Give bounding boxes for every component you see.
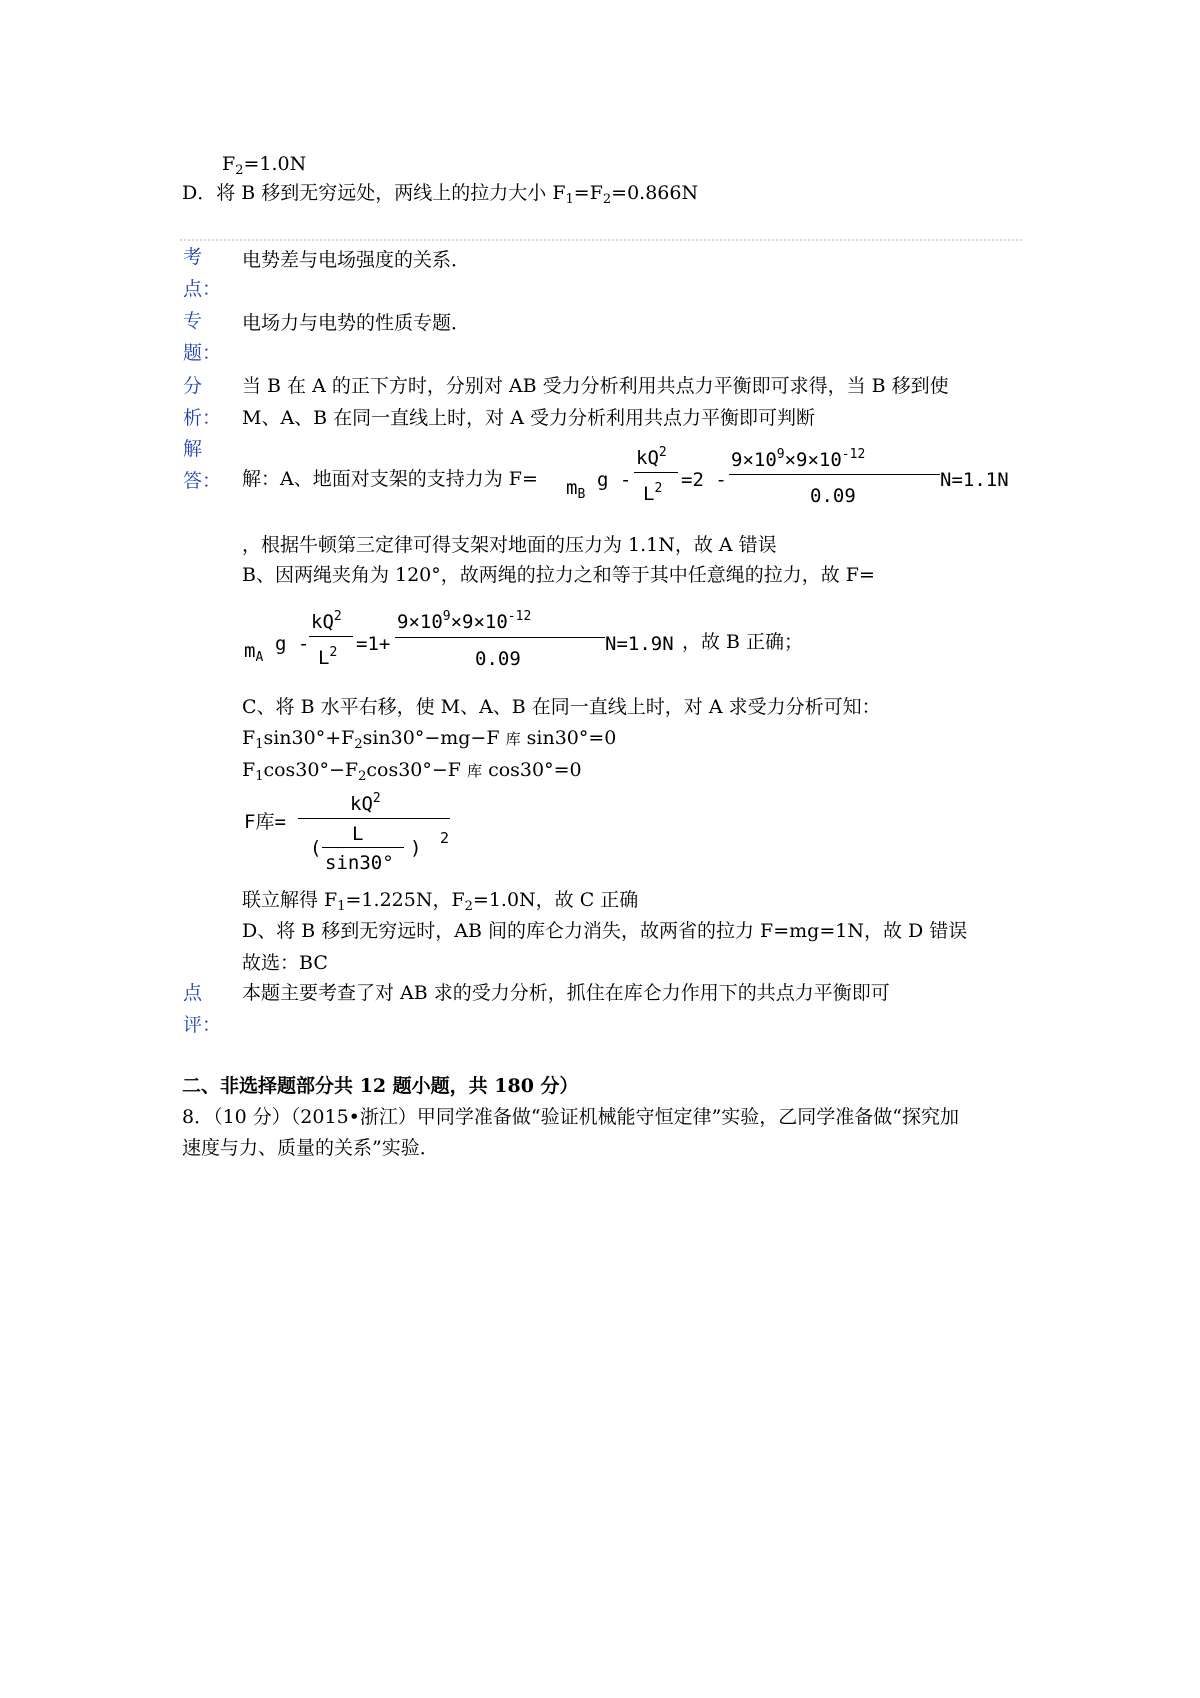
jieda-c-eq2: $F_1\cos 30^\circ-F_2\cos 30^\circ-F$ 库 cos30°=0 [242, 759, 582, 784]
eq-b-m-sub: A [255, 650, 264, 665]
eq-b-eq: =1+ [356, 633, 391, 655]
eq-a-frac-bar-2 [729, 474, 940, 475]
jieda-c-line1: C、将 B 水平右移，使 M、A、B 在同一直线上时，对 A 求受力分析可知： [242, 696, 881, 718]
divider [180, 239, 1022, 241]
eq-a-mass [566, 476, 585, 500]
eq-a-kq-text: kQ [636, 447, 659, 469]
label-dianping-1: 点 [183, 982, 203, 1004]
eq-a-l-exp: 2 [654, 481, 663, 496]
eq-a-num2-b: ×9×10 [784, 449, 842, 471]
eq-b-kq [311, 610, 342, 634]
eq-a-eq: =2 - [681, 469, 727, 491]
eq-c-inner-num: L [352, 823, 364, 845]
eq-b-frac-bar-1 [309, 636, 353, 637]
eq-b-result: N=1.9N [605, 633, 674, 655]
q8-line2: 速度与力、质量的关系”实验． [182, 1137, 439, 1159]
label-jieda-1: 解 [183, 438, 203, 460]
eq-a-kq [636, 446, 667, 470]
eq-b-den2: 0.09 [475, 648, 521, 670]
eq-b-frac-bar-2 [395, 637, 605, 638]
eq-a-num2-a: 9×10 [731, 449, 777, 471]
kaodian-text: 电势差与电场强度的关系． [242, 249, 471, 271]
eq-b-mass [244, 639, 263, 663]
eq-b-m: m [244, 640, 256, 662]
eq-a-num2-exp9: 9 [776, 447, 785, 462]
eq-b-l-exp: 2 [329, 645, 338, 660]
zhuanti-text: 电场力与电势的性质专题． [242, 312, 471, 334]
dianping-text: 本题主要考查了对 AB 求的受力分析，抓住在库仑力作用下的共点力平衡即可 [242, 982, 890, 1004]
label-kaodian-1: 考 [183, 246, 203, 268]
jieda-c-result: 联立解得 $F_1=1.225N$，$F_2=1.0N$，故 C 正确 [242, 889, 639, 914]
eq-a-kq-exp: 2 [658, 445, 667, 460]
eq-a-l2 [643, 482, 662, 506]
eq-c-frac-bar-outer [298, 818, 450, 819]
label-fenxi-2: 析： [183, 407, 222, 429]
eq-a-num2-exp12: -12 [841, 447, 866, 462]
eq-c-fku: F库= [244, 811, 286, 833]
section2-heading: 二、非选择题部分共 12 题小题，共 180 分） [182, 1075, 579, 1097]
eq-a-result: N=1.1N [940, 469, 1009, 491]
eq-c-paren-open: ( [310, 837, 322, 859]
q8-line1: 8．（10 分）（2015•浙江）甲同学准备做“验证机械能守恒定律”实验，乙同学准备做“探究加 [182, 1106, 960, 1128]
label-zhuanti-2: 题： [183, 342, 222, 364]
eq-b-num2-exp9: 9 [442, 609, 451, 624]
jieda-b-line1: B、因两绳夹角为 120°，故两绳的拉力之和等于其中任意绳的拉力，故 F= [242, 564, 875, 586]
jieda-c-eq1: $F_1\sin 30^\circ+F_2\sin 30^\circ-mg-F$ 库 sin30°=0 [242, 727, 617, 752]
label-zhuanti-1: 专 [183, 310, 203, 332]
eq-c-kq-text: kQ [350, 793, 373, 815]
label-fenxi-1: 分 [183, 375, 203, 397]
label-jieda-2: 答： [183, 470, 222, 492]
eq-c-frac-bar-inner [322, 847, 404, 848]
eq-a-l-text: L [643, 483, 655, 505]
eq-a-den2: 0.09 [810, 485, 856, 507]
eq-a-m-sub: B [577, 487, 586, 502]
fenxi-line2: M、A、B 在同一直线上时，对 A 受力分析利用共点力平衡即可判断 [242, 407, 815, 429]
jieda-a-conclusion: ，根据牛顿第三定律可得支架对地面的压力为 1.1N，故 A 错误 [242, 534, 777, 556]
jieda-d-line: D、将 B 移到无穷远时，AB 间的库仑力消失，故两省的拉力 F=mg=1N，故 D 错误 [242, 920, 968, 942]
eq-a-frac-bar-1 [634, 472, 678, 473]
eq-c-paren-close: ) [410, 837, 422, 859]
label-dianping-2: 评： [183, 1014, 222, 1036]
eq-a-num2 [731, 448, 865, 472]
eq-c-kq [350, 792, 381, 816]
eq-b-kq-exp: 2 [333, 609, 342, 624]
option-d: D．将 B 移到无穷远处，两线上的拉力大小 $F_1=F_2=0.866N$ [182, 182, 699, 207]
label-kaodian-2: 点： [183, 278, 222, 300]
option-c-tail: $F_2=1.0N$ [222, 153, 307, 178]
eq-c-outer-exp: 2 [440, 829, 450, 847]
eq-b-num2 [397, 610, 531, 634]
eq-c-inner-den: sin30° [325, 852, 394, 874]
jieda-a-prefix: 解：A、地面对支架的支持力为 F= [242, 468, 538, 490]
eq-b-g: g - [275, 633, 310, 655]
eq-b-num2-a: 9×10 [397, 611, 443, 633]
eq-b-l-text: L [318, 647, 330, 669]
eq-c-kq-exp: 2 [372, 791, 381, 806]
jieda-answer: 故选：BC [242, 952, 328, 974]
jieda-b-conclusion: ，故 B 正确； [682, 631, 804, 653]
fenxi-line1: 当 B 在 A 的正下方时，分别对 AB 受力分析利用共点力平衡即可求得，当 B 移到使 [242, 375, 949, 397]
eq-b-kq-text: kQ [311, 611, 334, 633]
eq-b-num2-b: ×9×10 [450, 611, 508, 633]
eq-b-l2 [318, 646, 337, 670]
eq-a-g: g - [597, 469, 632, 491]
eq-b-num2-exp12: -12 [507, 609, 532, 624]
eq-a-m: m [566, 477, 578, 499]
